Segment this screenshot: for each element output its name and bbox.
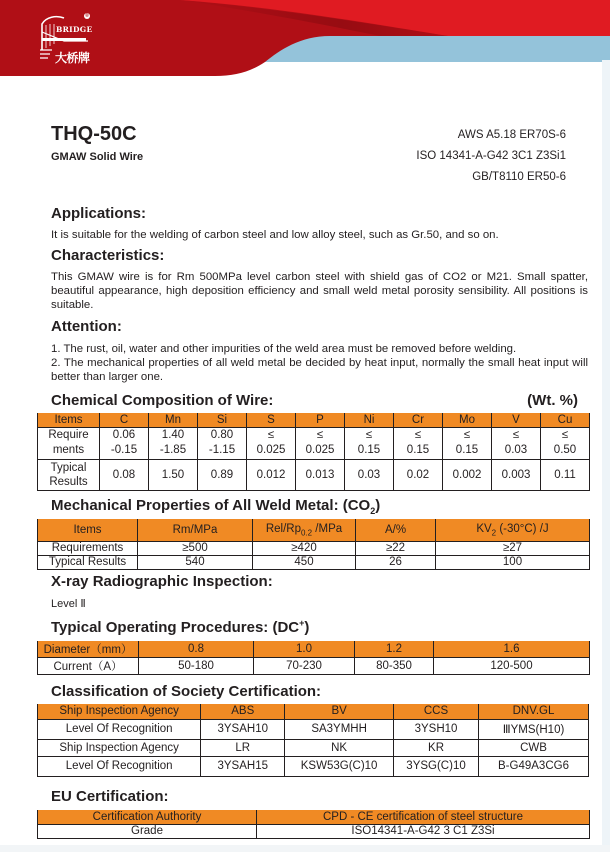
chemical-header-element: Ni bbox=[345, 413, 394, 427]
society-header-cell: ABS bbox=[201, 704, 285, 719]
eu-header-cpd: CPD - CE certification of steel structure bbox=[257, 810, 590, 824]
mechanical-cell: 540 bbox=[138, 555, 253, 569]
chemical-requirement-cell-line: 0.15 bbox=[406, 444, 430, 456]
chemical-typical-cell: 0.013 bbox=[296, 459, 345, 490]
society-cell: CWB bbox=[478, 739, 588, 756]
mechanical-row bbox=[38, 555, 590, 569]
standard-aws: AWS A5.18 ER70S-6 bbox=[457, 129, 566, 141]
mechanical-cell: ≥420 bbox=[253, 541, 356, 555]
kv-unit: (-30°C) /J bbox=[496, 522, 549, 535]
society-cell: 3YSH10 bbox=[394, 719, 479, 739]
eu-header-row bbox=[38, 810, 590, 824]
mechanical-row-label: Typical Results bbox=[38, 555, 138, 569]
eu-table bbox=[37, 810, 590, 839]
society-cell: NK bbox=[285, 739, 394, 756]
society-row bbox=[38, 739, 589, 756]
chemical-requirement-cell-line: ≤ bbox=[414, 429, 422, 441]
chemical-requirement-cell-line: 1.40 bbox=[161, 429, 185, 441]
society-cell: SA3YMHH bbox=[285, 719, 394, 739]
chemical-requirement-cell-line: ≤ bbox=[316, 429, 324, 441]
mechanical-row bbox=[38, 541, 590, 555]
mechanical-header-rel bbox=[253, 519, 356, 541]
mechanical-cell: ≥27 bbox=[436, 541, 590, 555]
mechanical-cell: 100 bbox=[436, 555, 590, 569]
chemical-typical-label-line: Typical bbox=[50, 461, 87, 474]
chemical-header-element: Si bbox=[198, 413, 247, 427]
chemical-typical-label-line: Results bbox=[49, 475, 88, 488]
operating-current-label: Current（A） bbox=[38, 658, 139, 675]
chemical-typical-cell: 1.50 bbox=[149, 459, 198, 490]
chemical-header-element: Cr bbox=[394, 413, 443, 427]
mechanical-header-items: Items bbox=[38, 519, 138, 541]
chemical-requirement-cell-line: ≤ bbox=[463, 429, 471, 441]
rel-sub: 0.2 bbox=[300, 527, 313, 537]
mechanical-heading bbox=[51, 497, 380, 516]
operating-current-cell: 120-500 bbox=[434, 658, 590, 675]
characteristics-text: This GMAW wire is for Rm 500MPa level carbon steel with shield gas of CO2 or M21. Small spatter, beautiful appearance, high deposition efficiency and small weld metal porosity sensibility. All positions is suitable. bbox=[51, 271, 588, 311]
standard-gb: GB/T8110 ER50-6 bbox=[472, 171, 566, 183]
product-name: THQ-50C bbox=[51, 123, 137, 145]
eu-header-authority: Certification Authority bbox=[38, 810, 257, 824]
operating-header-size: 1.0 bbox=[254, 641, 355, 658]
registered-mark: ® bbox=[85, 13, 89, 19]
eu-grade-label: Grade bbox=[38, 824, 257, 838]
society-cell: LR bbox=[201, 739, 285, 756]
chemical-typical-cell: 0.03 bbox=[345, 459, 394, 490]
society-cell: B-G49A3CG6 bbox=[478, 756, 588, 776]
chemical-requirement-cell bbox=[443, 427, 492, 459]
chemical-header-items: Items bbox=[38, 413, 100, 427]
logo-chinese-text: 大桥牌 bbox=[55, 51, 90, 65]
logo-text: BRIDGE bbox=[56, 25, 93, 34]
mechanical-header-kv bbox=[436, 519, 590, 541]
product-type: GMAW Solid Wire bbox=[51, 151, 144, 163]
mechanical-header-a: A/% bbox=[356, 519, 436, 541]
applications-text: It is suitable for the welding of carbon steel and low alloy steel, such as Gr.50, and so on. bbox=[51, 229, 499, 241]
chemical-typical-cell: 0.012 bbox=[247, 459, 296, 490]
chemical-requirement-cell bbox=[100, 427, 149, 459]
xray-level: Level Ⅱ bbox=[51, 598, 86, 610]
society-cell: ⅢYMS(H10) bbox=[478, 719, 588, 739]
chemical-requirement-cell bbox=[394, 427, 443, 459]
kv-label: KV bbox=[476, 522, 492, 535]
mechanical-heading-sub: 2 bbox=[370, 506, 376, 516]
chemical-typical-cell: 0.89 bbox=[198, 459, 247, 490]
society-cell: KSW53G(C)10 bbox=[285, 756, 394, 776]
chemical-requirement-cell-line: 0.025 bbox=[256, 444, 286, 456]
chemical-requirement-cell bbox=[247, 427, 296, 459]
standard-iso: ISO 14341-A-G42 3C1 Z3Si1 bbox=[416, 150, 566, 162]
chemical-requirement-cell-line: 0.80 bbox=[210, 429, 234, 441]
chemical-table bbox=[37, 413, 590, 491]
chemical-header-element: Cu bbox=[541, 413, 590, 427]
mechanical-row-label: Requirements bbox=[38, 541, 138, 555]
chemical-requirement-cell-line: -1.15 bbox=[208, 444, 236, 456]
society-row-label: Level Of Recognition bbox=[38, 756, 201, 776]
chemical-requirement-cell-line: ≤ bbox=[267, 429, 275, 441]
chemical-header-element: C bbox=[100, 413, 149, 427]
operating-heading bbox=[51, 618, 309, 636]
chemical-requirements-label bbox=[38, 427, 100, 459]
chemical-requirement-cell-line: -1.85 bbox=[159, 444, 187, 456]
mechanical-cell: ≥500 bbox=[138, 541, 253, 555]
chemical-header-element: P bbox=[296, 413, 345, 427]
mechanical-cell: 26 bbox=[356, 555, 436, 569]
society-row bbox=[38, 719, 589, 739]
chemical-typical-row bbox=[38, 459, 590, 490]
chemical-typical-label bbox=[38, 459, 100, 490]
operating-header-size: 0.8 bbox=[139, 641, 254, 658]
attention-list bbox=[51, 342, 588, 384]
mechanical-heading-end: ) bbox=[375, 497, 381, 514]
rel-label: Rel/Rp bbox=[265, 522, 301, 535]
mechanical-table bbox=[37, 519, 590, 570]
society-cell: 3YSG(C)10 bbox=[394, 756, 479, 776]
attention-item: 2. The mechanical properties of all weld metal be decided by heat input, normally the small heat input will better than larger one. bbox=[51, 357, 588, 383]
chemical-requirement-cell bbox=[296, 427, 345, 459]
chemical-requirement-cell-line: 0.15 bbox=[455, 444, 479, 456]
operating-header-diameter: Diameter（mm） bbox=[38, 641, 139, 658]
chemical-requirement-cell-line: ≤ bbox=[365, 429, 373, 441]
attention-item: 1. The rust, oil, water and other impurities of the weld area must be removed before welding. bbox=[51, 343, 517, 355]
chemical-unit: (Wt. %) bbox=[527, 392, 578, 409]
rel-unit: /MPa bbox=[312, 522, 343, 535]
operating-heading-sup: + bbox=[299, 618, 305, 628]
operating-header-row bbox=[38, 641, 590, 658]
chemical-requirements-label-line: ments bbox=[52, 444, 85, 456]
society-table bbox=[37, 704, 589, 777]
society-header-cell: DNV.GL bbox=[478, 704, 588, 719]
society-header-row bbox=[38, 704, 589, 719]
society-cell: 3YSAH10 bbox=[201, 719, 285, 739]
operating-heading-text: Typical Operating Procedures: (DC bbox=[51, 619, 300, 636]
mechanical-cell: ≥22 bbox=[356, 541, 436, 555]
kv-sub: 2 bbox=[491, 527, 497, 537]
operating-current-cell: 80-350 bbox=[355, 658, 434, 675]
society-cell: KR bbox=[394, 739, 479, 756]
society-heading: Classification of Society Certification: bbox=[51, 683, 322, 700]
chemical-typical-cell: 0.003 bbox=[492, 459, 541, 490]
society-row-label: Ship Inspection Agency bbox=[38, 739, 201, 756]
page-edge-strip bbox=[602, 60, 610, 852]
chemical-requirement-cell-line: ≤ bbox=[561, 429, 569, 441]
society-cell: 3YSAH15 bbox=[201, 756, 285, 776]
chemical-requirement-cell-line: ≤ bbox=[512, 429, 520, 441]
chemical-requirement-cell bbox=[198, 427, 247, 459]
chemical-requirement-cell bbox=[492, 427, 541, 459]
eu-heading: EU Certification: bbox=[51, 788, 169, 805]
mechanical-cell: 450 bbox=[253, 555, 356, 569]
operating-current-row bbox=[38, 658, 590, 675]
operating-current-cell: 70-230 bbox=[254, 658, 355, 675]
mechanical-heading-text: Mechanical Properties of All Weld Metal: (CO bbox=[51, 497, 371, 514]
eu-grade-value: ISO14341-A-G42 3 C1 Z3Si bbox=[257, 824, 590, 838]
society-header-cell: CCS bbox=[394, 704, 479, 719]
chemical-requirements-row bbox=[38, 427, 590, 459]
page-bottom-strip bbox=[0, 845, 610, 852]
chemical-requirement-cell bbox=[345, 427, 394, 459]
chemical-requirement-cell-line: 0.15 bbox=[357, 444, 381, 456]
chemical-heading: Chemical Composition of Wire: bbox=[51, 392, 274, 409]
operating-current-cell: 50-180 bbox=[139, 658, 254, 675]
operating-header-size: 1.6 bbox=[434, 641, 590, 658]
society-row bbox=[38, 756, 589, 776]
attention-heading: Attention: bbox=[51, 318, 122, 335]
chemical-typical-cell: 0.11 bbox=[541, 459, 590, 490]
chemical-requirement-cell bbox=[541, 427, 590, 459]
chemical-requirement-cell-line: 0.06 bbox=[112, 429, 136, 441]
chemical-header-element: S bbox=[247, 413, 296, 427]
chemical-requirement-cell-line: 0.03 bbox=[504, 444, 528, 456]
chemical-header-element: V bbox=[492, 413, 541, 427]
xray-heading: X-ray Radiographic Inspection: bbox=[51, 573, 273, 590]
chemical-typical-cell: 0.002 bbox=[443, 459, 492, 490]
eu-grade-row bbox=[38, 824, 590, 838]
society-header-agency: Ship Inspection Agency bbox=[38, 704, 201, 719]
chemical-typical-cell: 0.08 bbox=[100, 459, 149, 490]
operating-heading-end: ) bbox=[304, 619, 310, 636]
chemical-requirements-label-line: Require bbox=[48, 429, 89, 441]
operating-header-size: 1.2 bbox=[355, 641, 434, 658]
mechanical-header-rm: Rm/MPa bbox=[138, 519, 253, 541]
society-row-label: Level Of Recognition bbox=[38, 719, 201, 739]
bridge-logo bbox=[36, 10, 102, 68]
society-header-cell: BV bbox=[285, 704, 394, 719]
chemical-requirement-cell-line: 0.50 bbox=[553, 444, 577, 456]
header-banner bbox=[0, 0, 610, 76]
chemical-requirement-cell bbox=[149, 427, 198, 459]
applications-heading: Applications: bbox=[51, 205, 147, 222]
chemical-requirement-cell-line: -0.15 bbox=[110, 444, 138, 456]
chemical-header-element: Mn bbox=[149, 413, 198, 427]
chemical-header-row bbox=[38, 413, 590, 427]
chemical-header-element: Mo bbox=[443, 413, 492, 427]
chemical-typical-cell: 0.02 bbox=[394, 459, 443, 490]
mechanical-header-row bbox=[38, 519, 590, 541]
characteristics-heading: Characteristics: bbox=[51, 247, 165, 264]
chemical-requirement-cell-line: 0.025 bbox=[305, 444, 335, 456]
operating-table bbox=[37, 641, 590, 675]
